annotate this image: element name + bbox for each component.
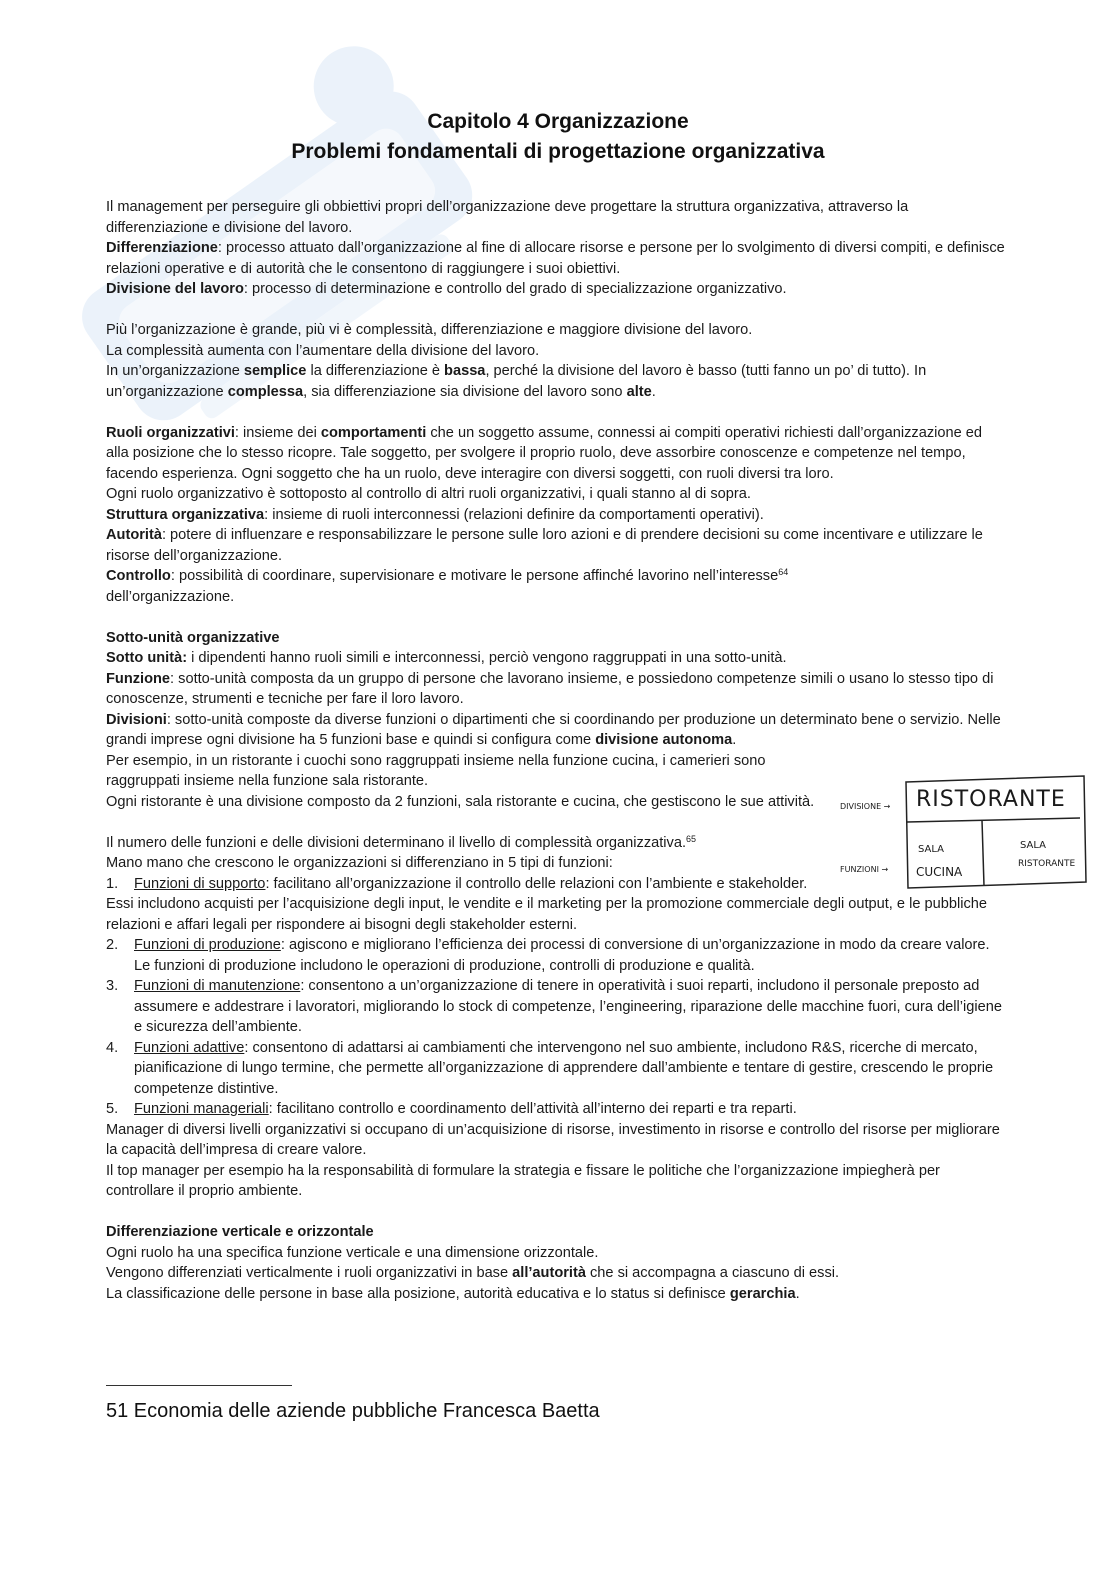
page-footer: 51 Economia delle aziende pubbliche Francesca Baetta — [106, 1400, 600, 1422]
complessita-line-2: La complessità aumenta con l’aumentare della divisione del lavoro. — [106, 342, 540, 359]
chapter-subtitle: Problemi fondamentali di progettazione organizzativa — [291, 140, 825, 163]
funzioni-complessita: Il numero delle funzioni e delle divisioni determinano il livello di complessità organizzativa.$^{65}$ — [106, 833, 697, 851]
verticale-line-2: Vengono differenziati verticalmente i ruoli organizzativi in base all’autorità che si accompagna a ciascuno di essi. — [106, 1265, 840, 1281]
sottounita-definition: Sotto unità: i dipendenti hanno ruoli simili e interconnessi, perciò vengono raggruppati in una sotto-unità. — [106, 650, 787, 666]
esempio-ristorante: Per esempio, in un ristorante i cuochi sono raggruppati insieme nella funzione cucina, i camerieri sono raggruppati insieme nella funzione sala ristorante. — [106, 752, 766, 789]
sketch-cell-sala-2: SALA — [1020, 840, 1047, 851]
list-item: 3. Funzioni di manutenzione: consentono a un’organizzazione di tenere in operatività i suoi reparti, includono il personale preposto ad assumere e addestrare i lavoratori, migliorando lo stock di competenze, l’engineering, riparazione delle macchine fuori, cura dell’igiene e sicurezza dell’ambiente. — [106, 978, 1002, 1035]
divisione-lavoro-definition: Divisione del lavoro: processo di determinazione e controllo del grado di specializzazione organizzativo. — [106, 281, 787, 297]
funzione-definition: Funzione: sotto-unità composta da un gruppo di persone che lavorano insieme, e possiedono competenze simili o usano lo stesso tipo di conoscenze, strumenti e tecniche per fare il loro lavoro. — [106, 670, 994, 707]
ristorante-divisione: Ogni ristorante è una divisione composto da 2 funzioni, sala ristorante e cucina, che gestiscono le sue attività. — [106, 793, 815, 810]
funzioni-list-cont — [106, 935, 1006, 1120]
manager-paragraph: Manager di diversi livelli organizzativi si occupano di un’acquisizione di risorse, investimento in risorse e controllo del risorse per migliorare la capacità dell’impresa di creare valore. — [106, 1121, 1000, 1158]
list-item: 2. Funzioni di produzione: agiscono e migliorano l’efficienza dei processi di conversione di un’organizzazione in modo da creare valore. Le funzioni di produzione includono le operazioni di produzione, controlli di produzione e qualità. — [106, 937, 990, 974]
intro-paragraph: Il management per perseguire gli obbiettivi propri dell’organizzazione deve progettare la struttura organizzativa, attraverso la differenziazione e divisione del lavoro. — [106, 199, 909, 236]
verticale-line-1: Ogni ruolo ha una specifica funzione verticale e una dimensione orizzontale. — [106, 1244, 599, 1261]
body-text — [106, 197, 1006, 1304]
verticale-line-3: La classificazione delle persone in base alla posizione, autorità educativa e lo status si definisce gerarchia. — [106, 1285, 800, 1302]
sketch-label-funzioni: FUNZIONI → — [840, 865, 889, 874]
footnote-ref-65: 65 — [686, 833, 697, 844]
funzioni-intro: Mano mano che crescono le organizzazioni si differenziano in 5 tipi di funzioni: — [106, 855, 613, 871]
verticale-heading: Differenziazione verticale e orizzontale — [106, 1224, 374, 1240]
supporto-detail: Essi includono acquisti per l’acquisizione degli input, le vendite e il marketing per la promozione commerciale degli output, e le pubbliche relazioni e affari legali per rispondere ai bisogni degli stakeholder esterni. — [106, 896, 987, 933]
divisioni-definition: Divisioni: sotto-unità composte da diverse funzioni o dipartimenti che si coordinando per produzione un determinato bene o servizio. Nelle grandi imprese ogni divisione ha 5 funzioni base e quindi si configura come divisione autonoma. — [106, 711, 1001, 748]
footnote-rule — [106, 1385, 292, 1386]
list-item: 4. Funzioni adattive: consentono di adattarsi ai cambiamenti che intervengono nel suo ambiente, includono R&S, ricerche di mercato, pianificazione di lungo termine, che permette all’organizzazione di apprendere dall’ambiente e tentare di gestire, crescendo le proprie competenze distintive. — [106, 1039, 994, 1097]
complessita-line-1: Più l’organizzazione è grande, più vi è complessità, differenziazione e maggiore divisione del lavoro. — [106, 322, 753, 338]
footnote-ref-64: 64 — [778, 567, 789, 577]
sketch-label-divisione: DIVISIONE → — [840, 802, 891, 811]
sketch-divider-v — [982, 820, 984, 886]
list-item: 5. Funzioni manageriali: facilitano controllo e coordinamento dell’attività all’interno dei reparti e tra reparti. — [106, 1101, 797, 1117]
ruoli-controllo-line: Ogni ruolo organizzativo è sottoposto al controllo di altri ruoli organizzativi, i quali stanno al di sopra. — [106, 486, 751, 502]
complessita-line-3: In un’organizzazione semplice la differenziazione è bassa, perché la divisione del lavoro è basso (tutti fanno un po’ di tutto). In un’organizzazione complessa, sia differenziazione sia divisione del lavoro sono alte. — [106, 363, 927, 400]
list-item: 1. Funzioni di supporto: facilitano all’organizzazione il controllo delle relazioni con l’ambiente e stakeholder. — [106, 875, 808, 892]
autorita-definition: Autorità: potere di influenzare e responsabilizzare le persone sulle loro azioni e di prendere decisioni su come incentivare e utilizzare le risorse dell’organizzazione. — [106, 527, 983, 564]
sketch-divider-h — [907, 818, 1080, 822]
sottounita-heading: Sotto-unità organizzative — [106, 629, 280, 646]
sketch-box-title: RISTORANTE — [916, 787, 1066, 812]
ruoli-definition: Ruoli organizzativi: insieme dei comportamenti che un soggetto assume, connessi ai compiti operativi richiesti dall’organizzazione ed alla posizione che lo stesso ricopre. Tale soggetto, per svolgere il proprio ruolo, deve assorbire conoscenze e competenze nel tempo, facendo esperienza. Ogni soggetto che ha un ruolo, deve interagire con diversi soggetti, con ruoli diversi tra loro. — [106, 424, 983, 482]
top-manager-paragraph: Il top manager per esempio ha la responsabilità di formulare la strategia e fissare le politiche che l’organizzazione impiegherà per controllare il proprio ambiente. — [106, 1162, 940, 1199]
differenziazione-definition: Differenziazione: processo attuato dall’organizzazione al fine di allocare risorse e persone per lo svolgimento di diversi compiti, e definisce relazioni operative e di autorità che le consentono di raggiungere i suoi obiettivi. — [106, 240, 1005, 277]
struttura-definition: Struttura organizzativa: insieme di ruoli interconnessi (relazioni definire da comportamenti operativi). — [106, 506, 764, 523]
chapter-title: Capitolo 4 Organizzazione — [427, 110, 689, 133]
ristorante-sketch — [836, 770, 1096, 890]
controllo-definition: Controllo: possibilità di coordinare, supervisionare e motivare le persone affinché lavorino nell’interesse$^{64}$ dell’organizzazione. — [106, 567, 789, 605]
sketch-cell-cucina: CUCINA — [916, 865, 963, 879]
sketch-cell-ristorante: RISTORANTE — [1018, 859, 1076, 869]
sketch-cell-sala: SALA — [918, 844, 945, 855]
